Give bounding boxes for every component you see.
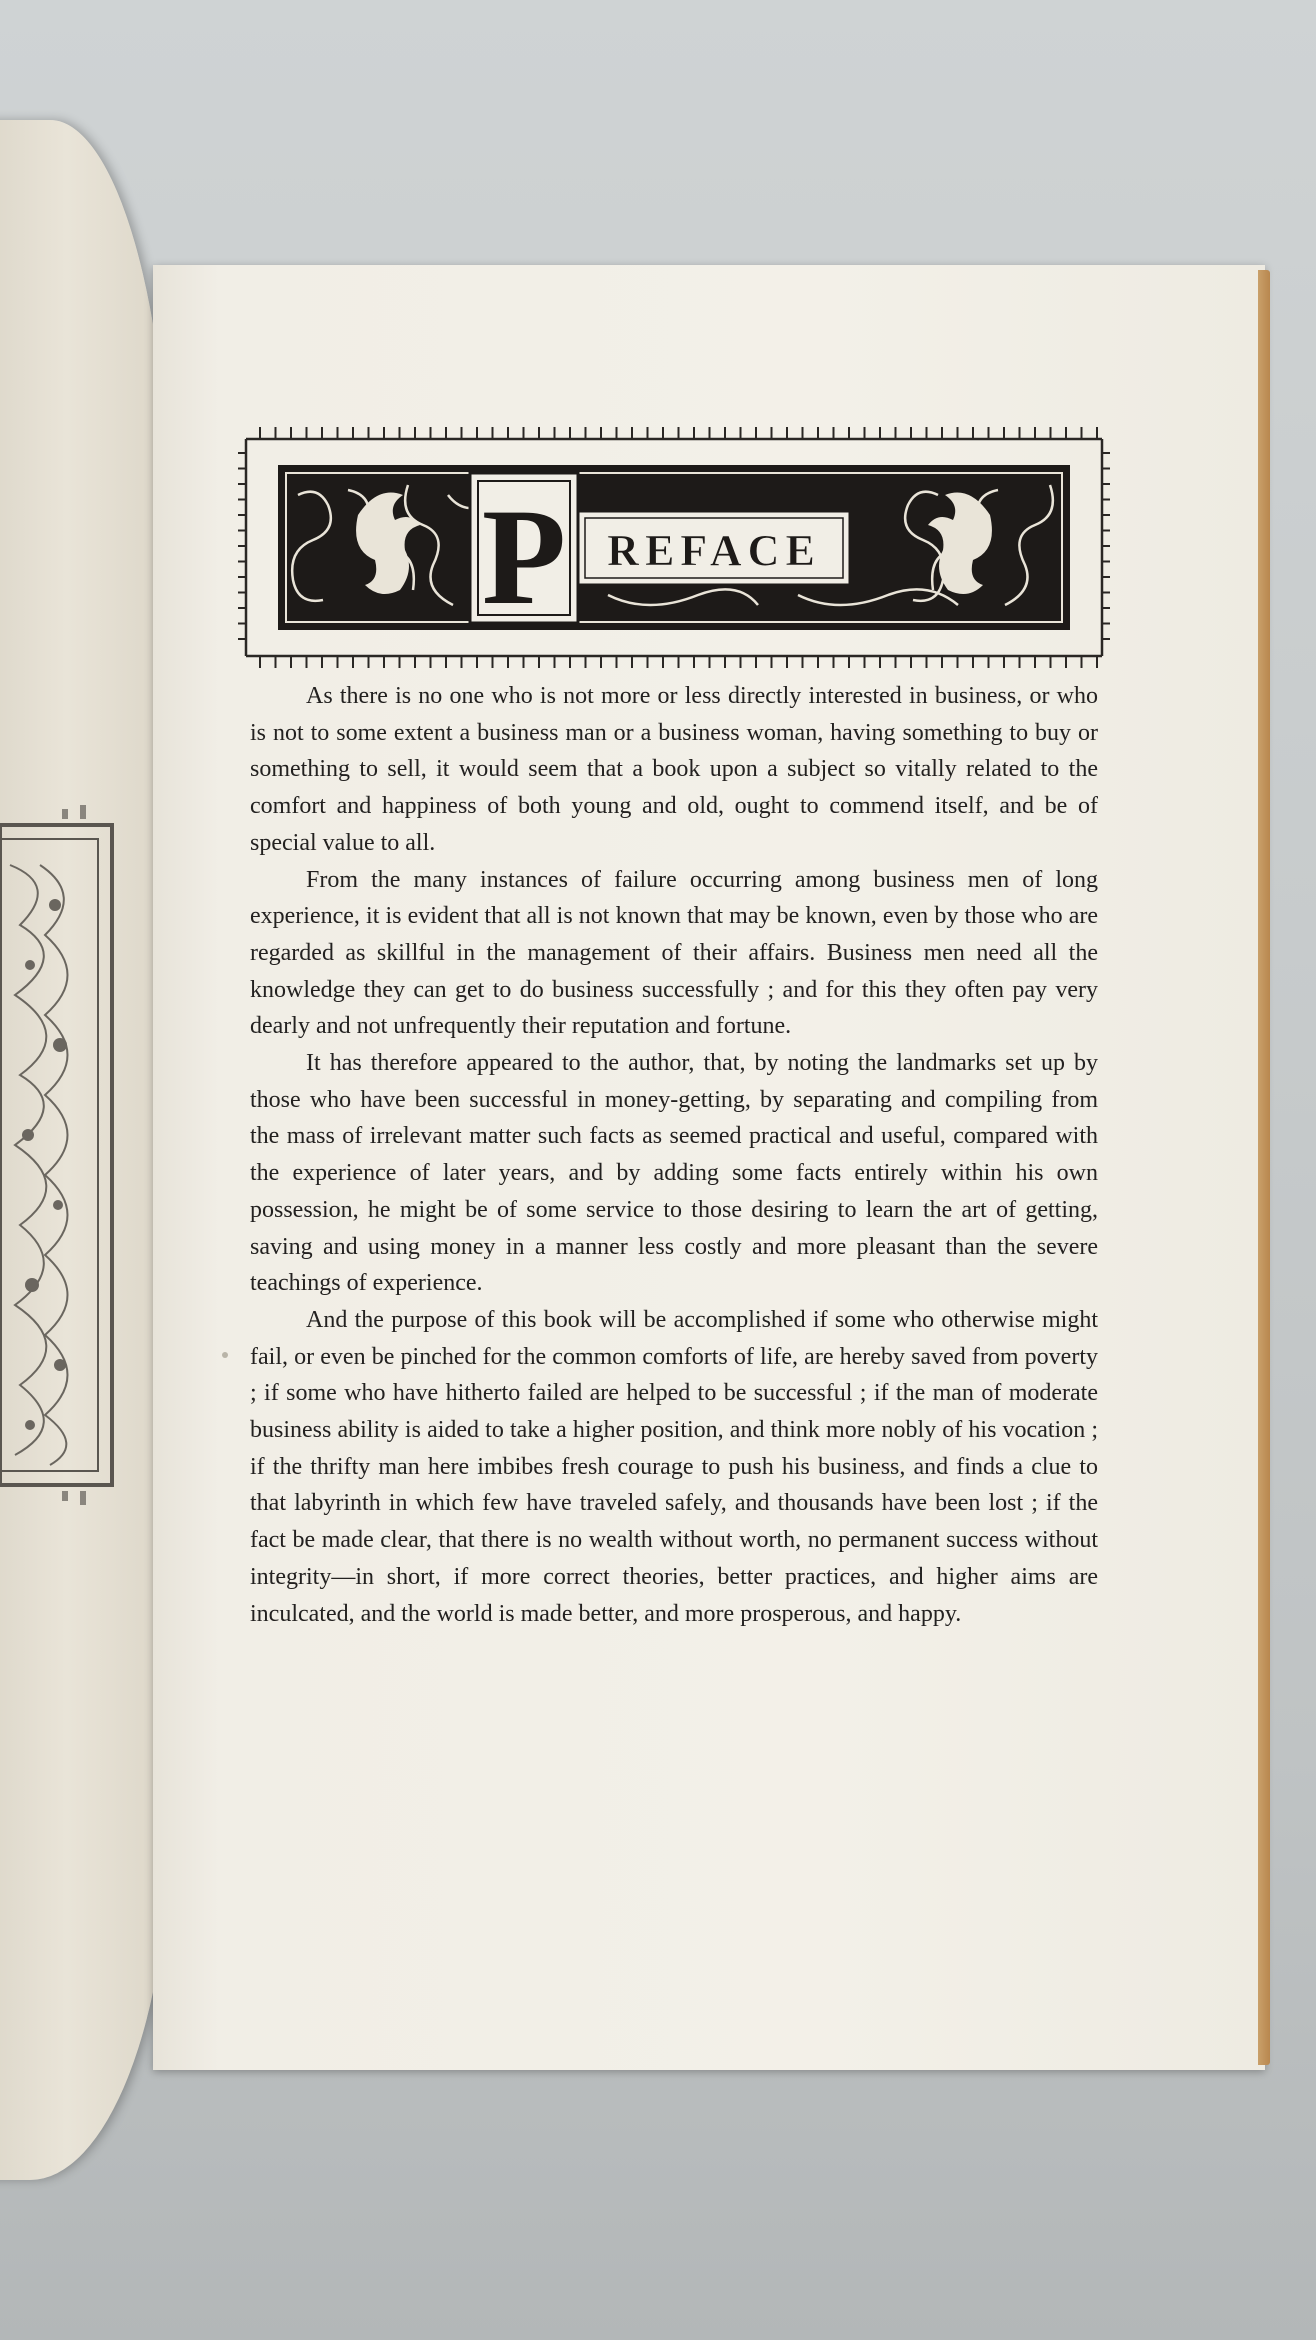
- page-edge: [1258, 270, 1270, 2065]
- preface-title: REFACE: [607, 526, 821, 575]
- preface-paragraph-2: From the many instances of failure occurring among business men of long experience, it is evident that all is not known that may be known, even by those who are regarded as skillful in the management of their affairs. Business men need all the knowledge they can get to do business successfully ; and for this they often pay very dearly and not unfrequently their reputation and fortune.: [250, 866, 1098, 1040]
- paper-speck: [222, 1352, 228, 1358]
- preface-paragraph-3: It has therefore appeared to the author, that, by noting the landmarks set up by those who have been successful in money-getting, by separating and compiling from the mass of irrelevant matter such facts as seemed practical and useful, compared with the experience of later years, and by adding some facts entirely within his own possession, he might be of some service to those desiring to learn the art of getting, saving and using money in a manner less costly and more pleasant than the severe teachings of experience.: [250, 1050, 1098, 1297]
- left-page-ornament: [0, 805, 125, 1505]
- preface-initial: P: [481, 480, 567, 633]
- preface-paragraph-4: And the purpose of this book will be accomplished if some who otherwise might fail, or even be pinched for the common comforts of life, are hereby saved from poverty ; if some who have hitherto failed are helped to be successful ; if the man of moderate business ability is aided to take a higher position, and think more nobly of his vocation ; if the thrifty man here imbibes fresh courage to push his business, and finds a clue to that labyrinth in which few have traveled safely, and thousands have been lost ; if the fact be made clear, that there is no wealth without worth, no permanent success without integrity—in short, if more correct theories, better practices, and higher aims are inculcated, and the world is made better, and more prosperous, and happy.: [250, 1306, 1098, 1627]
- preface-body: [250, 678, 1098, 1632]
- preface-header-ornament: [238, 425, 1110, 670]
- preface-paragraph-1: As there is no one who is not more or less directly interested in business, or who is not to some extent a business man or a business woman, having something to buy or something to sell, it would seem that a book upon a subject so vitally related to the comfort and happiness of both young and old, ought to commend itself, and be of special value to all.: [250, 683, 1098, 856]
